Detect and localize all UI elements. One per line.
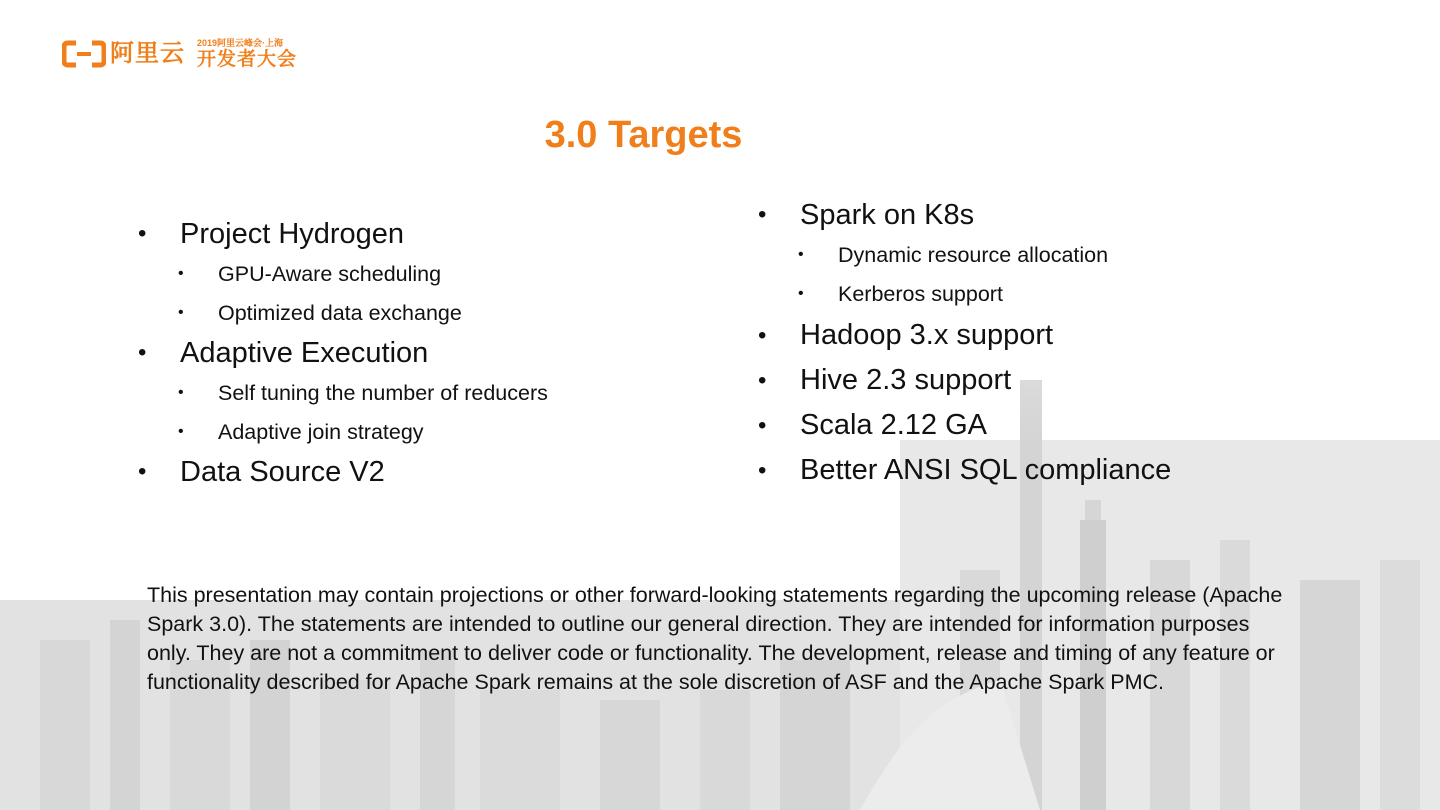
bullet-icon: • — [758, 322, 767, 349]
list-item-label: Project Hydrogen — [180, 218, 405, 250]
bullet-icon: • — [758, 367, 767, 394]
sub-list-item — [756, 275, 1171, 314]
list-item-label: Hive 2.3 support — [800, 364, 1012, 396]
bullet-icon: • — [758, 457, 767, 484]
aliyun-logo — [62, 36, 297, 72]
list-item-label: Hadoop 3.x support — [800, 319, 1054, 351]
bullet-icon: • — [138, 220, 147, 247]
bullet-icon: • — [138, 458, 147, 485]
event-title: 开发者大会 — [197, 49, 298, 70]
aliyun-logo-icon — [62, 40, 106, 68]
sub-list-item-label: Dynamic resource allocation — [838, 243, 1109, 267]
event-subtitle: 2019阿里云峰会·上海 — [197, 38, 284, 48]
sub-list-item-label: Optimized data exchange — [218, 300, 462, 325]
sub-list-item — [136, 413, 548, 452]
sub-list-item-label: GPU-Aware scheduling — [218, 262, 442, 286]
bullet-icon: • — [758, 201, 767, 228]
list-item — [756, 358, 1171, 403]
bullet-icon: • — [178, 384, 184, 401]
event-name — [197, 39, 297, 69]
sub-list-item — [756, 236, 1171, 275]
slide-title: 3.0 Targets — [544, 114, 743, 156]
bullet-icon: • — [798, 284, 804, 302]
list-item — [756, 403, 1171, 448]
bullet-icon: • — [178, 303, 184, 321]
list-item — [756, 313, 1171, 358]
list-item-label: Spark on K8s — [800, 199, 975, 231]
sub-list-item — [136, 374, 548, 413]
list-item — [136, 213, 548, 255]
sub-list-item — [136, 255, 548, 294]
list-item-label: Data Source V2 — [180, 456, 385, 488]
list-item-label: Adaptive Execution — [180, 337, 429, 369]
bullet-icon: • — [138, 339, 147, 366]
bullet-icon: • — [178, 265, 184, 282]
list-item-label: Better ANSI SQL compliance — [800, 454, 1172, 486]
list-item — [136, 332, 548, 374]
bullet-icon: • — [178, 422, 184, 440]
sub-list-item-label: Adaptive join strategy — [218, 419, 424, 444]
right-bullet-list — [756, 194, 1171, 493]
list-item-label: Scala 2.12 GA — [800, 409, 987, 441]
list-item — [756, 448, 1171, 493]
list-item — [136, 451, 548, 493]
list-item — [756, 194, 1171, 236]
bullet-icon: • — [798, 246, 804, 263]
disclaimer-text: This presentation may contain projections or other forward-looking statements regarding the upcoming release (Apache Spark 3.0). The statements are intended to outline our general direction. They are intended for information purposes only. They are not a commitment to deliver code or functionality. The development, release and timing of any feature or functionality described for Apache Spark remains at the sole discretion of ASF and the Apache Spark PMC. — [147, 583, 1283, 694]
bullet-icon: • — [758, 412, 767, 439]
left-bullet-list — [136, 213, 548, 493]
sub-list-item-label: Self tuning the number of reducers — [218, 381, 548, 405]
sub-list-item — [136, 294, 548, 333]
brand-name: 阿里云 — [110, 40, 185, 67]
sub-list-item-label: Kerberos support — [838, 281, 1003, 306]
